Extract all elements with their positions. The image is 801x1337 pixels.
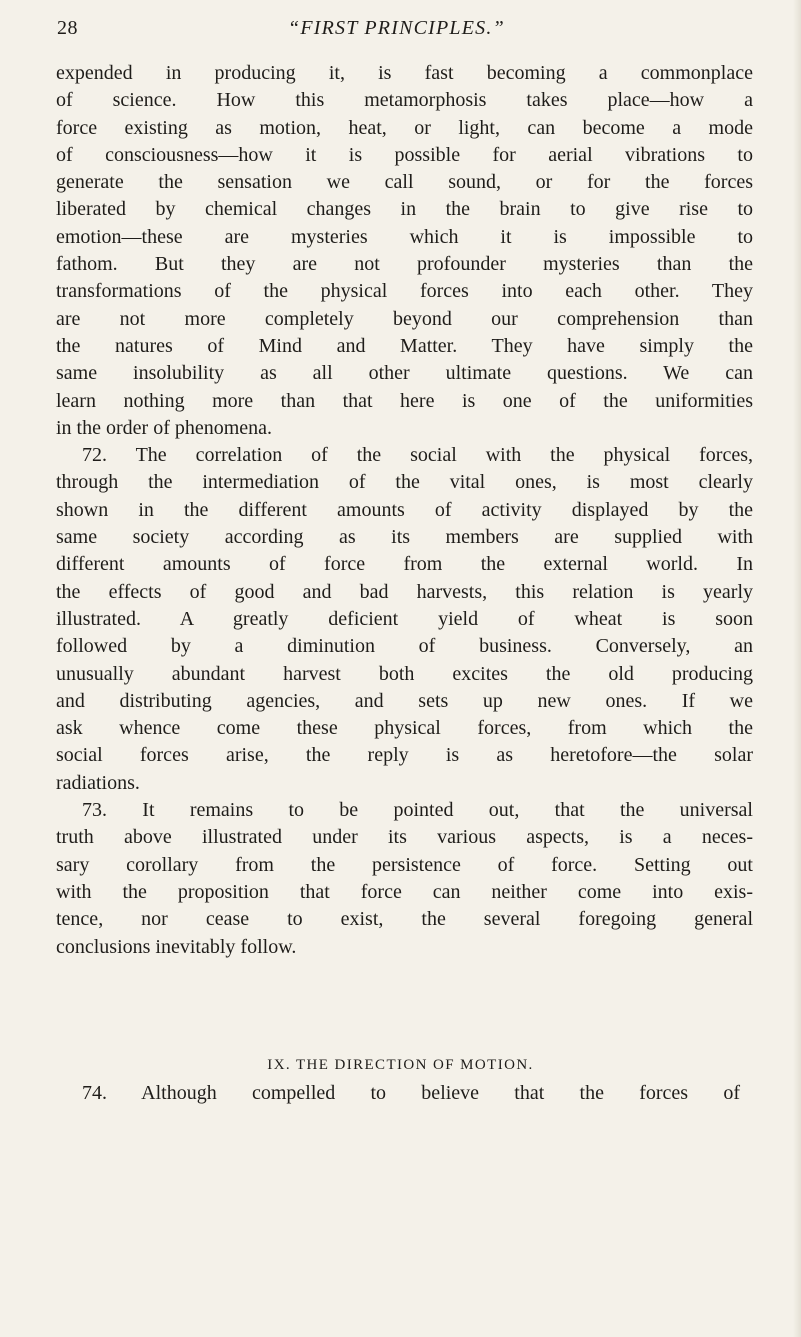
text-line: truth above illustrated under its various aspects, is a neces- (56, 826, 753, 849)
text-line: the natures of Mind and Matter. They have simply the (56, 334, 753, 357)
text-line: radiations. (56, 771, 140, 794)
text-line: in the order of phenomena. (56, 416, 273, 439)
paragraph-73-start: 73. It remains to be pointed out, that the universal (82, 799, 753, 822)
page-number: 28 (57, 17, 78, 39)
text-line: unusually abundant harvest both excites the old producing (56, 662, 753, 685)
section-heading: IX. THE DIRECTION OF MOTION. (267, 1057, 534, 1073)
text-line: of consciousness—how it is possible for aerial vibrations to (56, 143, 753, 166)
paragraph-72-start: 72. The correlation of the social with the physical forces, (82, 444, 753, 467)
text-line: transformations of the physical forces into each other. They (56, 280, 753, 303)
text-line: liberated by chemical changes in the brain to give rise to (56, 198, 753, 221)
running-title: “FIRST PRINCIPLES.” (288, 17, 505, 39)
text-line: emotion—these are mysteries which it is impossible to (56, 225, 753, 248)
text-line: of science. How this metamorphosis takes place—how a (56, 89, 753, 112)
text-line: expended in producing it, is fast becoming a commonplace (56, 62, 753, 84)
text-line: sary corollary from the persistence of force. Setting out (56, 853, 753, 876)
text-line: learn nothing more than that here is one of the uniformities (56, 389, 753, 412)
text-line: and distributing agencies, and sets up new ones. If we (56, 689, 753, 712)
text-line: illustrated. A greatly deficient yield of wheat is soon (56, 607, 753, 630)
page-edge-shadow (793, 0, 801, 1337)
text-line: fathom. But they are not profounder mysteries than the (56, 253, 753, 276)
text-line: shown in the different amounts of activity displayed by the (56, 498, 753, 521)
text-line: same society according as its members are supplied with (56, 526, 753, 549)
text-line: force existing as motion, heat, or light, can become a mode (56, 116, 753, 139)
text-line: generate the sensation we call sound, or for the forces (56, 171, 753, 194)
running-head (0, 14, 801, 42)
text-line: ask whence come these physical forces, from which the (56, 717, 753, 740)
paragraph-74-start: 74. Although compelled to believe that the forces of (82, 1082, 740, 1104)
text-line: same insolubility as all other ultimate questions. We can (56, 362, 753, 385)
body-text (56, 60, 753, 961)
text-line: are not more completely beyond our comprehension than (56, 307, 753, 330)
text-line: with the proposition that force can neither come into exis- (56, 880, 753, 903)
text-line: the effects of good and bad harvests, this relation is yearly (56, 580, 753, 603)
text-line: tence, nor cease to exist, the several foregoing general (56, 908, 753, 931)
text-line: through the intermediation of the vital ones, is most clearly (56, 471, 753, 494)
text-line: different amounts of force from the external world. In (56, 553, 753, 576)
text-line: social forces arise, the reply is as heretofore—the solar (56, 744, 753, 767)
text-line: conclusions inevitably follow. (56, 935, 297, 958)
text-line: followed by a diminution of business. Conversely, an (56, 635, 753, 658)
